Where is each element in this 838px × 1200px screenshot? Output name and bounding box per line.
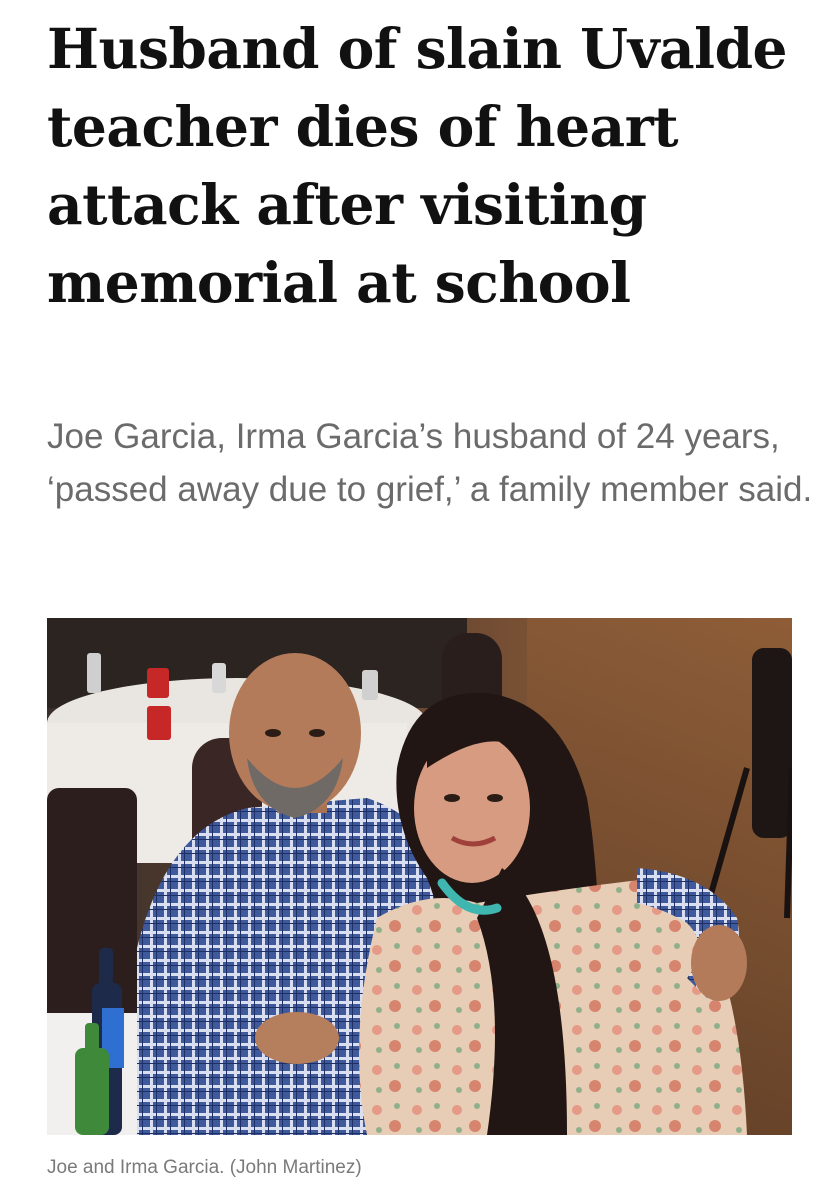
photo-caption: Joe and Irma Garcia. (John Martinez) [47,1157,362,1178]
article-dek: Joe Garcia, Irma Garcia’s husband of 24 years, ‘passed away due to grief,’ a family member said. [47,417,813,509]
photo-illustration [47,618,792,1135]
article-photo [47,618,792,1135]
headline: Husband of slain Uvalde teacher dies of heart attack after visiting memorial at school [47,16,788,315]
